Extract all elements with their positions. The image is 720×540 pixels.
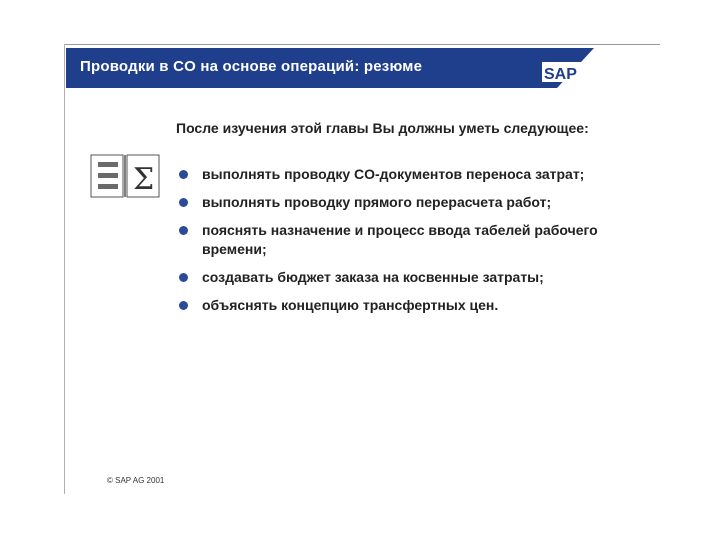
list-item: выполнять проводку прямого перерасчета работ; bbox=[176, 193, 616, 212]
summary-book-sigma-icon bbox=[90, 152, 160, 200]
bullet-dot-icon bbox=[179, 198, 188, 207]
list-item: создавать бюджет заказа на косвенные затраты; bbox=[176, 268, 616, 287]
bullet-dot-icon bbox=[179, 301, 188, 310]
svg-text:Σ: Σ bbox=[133, 162, 155, 197]
list-item: объяснять концепцию трансфертных цен. bbox=[176, 296, 616, 315]
list-item: выполнять проводку CO-документов переноса затрат; bbox=[176, 165, 616, 184]
top-divider bbox=[64, 44, 660, 45]
sap-logo-text: SAP bbox=[544, 66, 577, 83]
bullet-dot-icon bbox=[179, 170, 188, 179]
slide-title: Проводки в CO на основе операций: резюме bbox=[80, 58, 423, 75]
copyright-text: © SAP AG 2001 bbox=[107, 476, 165, 485]
bullet-dot-icon bbox=[179, 273, 188, 282]
intro-text: После изучения этой главы Вы должны уметь следующее: bbox=[176, 120, 589, 136]
objectives-list bbox=[176, 165, 616, 324]
left-divider bbox=[64, 44, 65, 494]
list-item: пояснять назначение и процесс ввода табелей рабочего времени; bbox=[176, 221, 616, 259]
bullet-dot-icon bbox=[179, 226, 188, 235]
sap-logo bbox=[538, 48, 594, 88]
